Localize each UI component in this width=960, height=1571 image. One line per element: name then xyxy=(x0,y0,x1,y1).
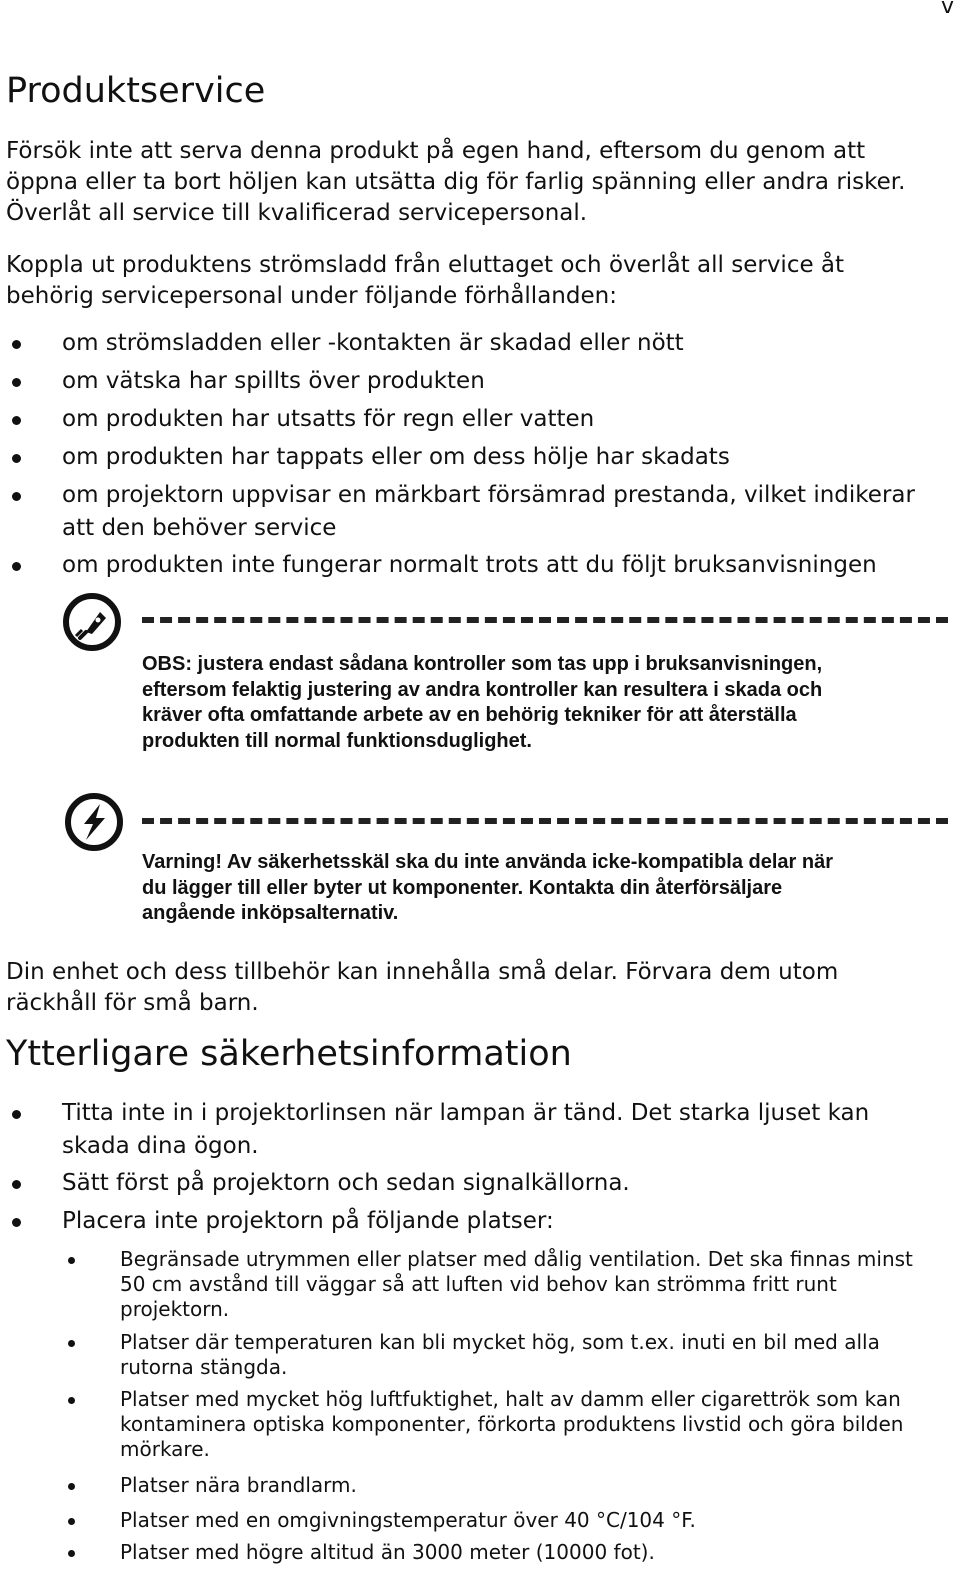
list-item xyxy=(6,479,951,545)
bullet-icon xyxy=(12,1110,21,1119)
list-item-text: om produkten har tappats eller om dess hölje har skadats xyxy=(62,444,730,470)
list-item-text: Platser där temperaturen kan bli mycket hög, som t.ex. inuti en bil med alla xyxy=(120,1330,880,1354)
sub-list-item xyxy=(6,1508,951,1533)
list-item xyxy=(6,365,951,398)
pen-nib-icon xyxy=(62,592,122,652)
section-heading-ytterligare: Ytterligare säkerhetsinformation xyxy=(6,1034,572,1074)
list-item xyxy=(6,549,951,582)
warning-text xyxy=(142,850,932,927)
list-item-text: rutorna stängda. xyxy=(120,1355,288,1379)
list-item-text: att den behöver service xyxy=(62,515,337,541)
list-item xyxy=(6,403,951,436)
paragraph-line: behörig servicepersonal under följande förhållanden: xyxy=(6,283,617,309)
list-item xyxy=(6,1205,951,1238)
bullet-icon xyxy=(12,416,21,425)
list-item xyxy=(6,1167,951,1200)
bullet-icon xyxy=(12,340,21,349)
list-item xyxy=(6,441,951,474)
section-heading-produktservice: Produktservice xyxy=(6,71,266,111)
sub-list-item xyxy=(6,1387,951,1462)
page-number: v xyxy=(940,0,954,19)
list-item-text: om vätska har spillts över produkten xyxy=(62,368,485,394)
bullet-icon xyxy=(12,562,21,571)
paragraph-line: räckhåll för små barn. xyxy=(6,990,259,1016)
list-item-text: 50 cm avstånd till väggar så att luften vid behov kan strömma fritt runt xyxy=(120,1272,837,1296)
paragraph-line: Din enhet och dess tillbehör kan innehålla små delar. Förvara dem utom xyxy=(6,959,839,985)
warning-divider xyxy=(142,818,948,824)
note-divider xyxy=(142,617,948,623)
list-item xyxy=(6,327,951,360)
list-item xyxy=(6,1097,951,1163)
list-item-text: skada dina ögon. xyxy=(62,1133,259,1159)
list-item-text: projektorn. xyxy=(120,1297,230,1321)
note-line: OBS: justera endast sådana kontroller som tas upp i bruksanvisningen, xyxy=(142,653,823,675)
bullet-icon xyxy=(12,378,21,387)
list-item-text: Platser nära brandlarm. xyxy=(120,1473,357,1497)
list-item-text: Sätt först på projektorn och sedan signalkällorna. xyxy=(62,1170,630,1196)
bullet-icon xyxy=(68,1518,75,1525)
list-item-text: Begränsade utrymmen eller platser med dålig ventilation. Det ska finnas minst xyxy=(120,1247,913,1271)
bullet-icon xyxy=(12,1218,21,1227)
sub-list-item xyxy=(6,1540,951,1565)
note-line: kräver ofta omfattande arbete av en behörig tekniker för att återställa xyxy=(142,704,797,726)
paragraph-line: Koppla ut produktens strömsladd från eluttaget och överlåt all service åt xyxy=(6,252,845,278)
sub-list-item xyxy=(6,1247,951,1322)
bullet-icon xyxy=(68,1483,75,1490)
paragraph-line: Försök inte att serva denna produkt på egen hand, eftersom du genom att xyxy=(6,138,866,164)
service-warning-paragraph xyxy=(6,136,946,229)
list-item-text: Platser med en omgivningstemperatur över 40 °C/104 °F. xyxy=(120,1508,696,1532)
note-text xyxy=(142,652,932,754)
bullet-icon xyxy=(68,1257,75,1264)
list-item-text: mörkare. xyxy=(120,1437,210,1461)
paragraph-line: Överlåt all service till kvalificerad servicepersonal. xyxy=(6,200,588,226)
list-item-text: om produkten har utsatts för regn eller vatten xyxy=(62,406,595,432)
bullet-icon xyxy=(68,1340,75,1347)
list-item-text: om strömsladden eller -kontakten är skadad eller nött xyxy=(62,330,684,356)
note-line: produkten till normal funktionsduglighet. xyxy=(142,729,532,752)
note-line: eftersom felaktig justering av andra kontroller kan resultera i skada och xyxy=(142,678,823,701)
list-item-text: kontaminera optiska komponenter, förkorta produktens livstid och göra bilden xyxy=(120,1412,904,1436)
list-item-text: om projektorn uppvisar en märkbart försämrad prestanda, vilket indikerar xyxy=(62,482,915,508)
small-parts-paragraph xyxy=(6,957,946,1019)
list-item-text: om produkten inte fungerar normalt trots att du följt bruksanvisningen xyxy=(62,552,877,578)
list-item-text: Titta inte in i projektorlinsen när lampan är tänd. Det starka ljuset kan xyxy=(62,1100,870,1126)
bullet-icon xyxy=(68,1550,75,1557)
warning-line: angående inköpsalternativ. xyxy=(142,902,399,924)
bullet-icon xyxy=(68,1397,75,1404)
warning-line: du lägger till eller byter ut komponenter. Kontakta din återförsäljare xyxy=(142,876,783,899)
bullet-icon xyxy=(12,454,21,463)
bullet-icon xyxy=(12,492,21,501)
sub-list-item xyxy=(6,1330,951,1380)
list-item-text: Platser med mycket hög luftfuktighet, halt av damm eller cigarettrök som kan xyxy=(120,1387,901,1411)
sub-list-item xyxy=(6,1473,951,1498)
bullet-icon xyxy=(12,1180,21,1189)
warning-line: Varning! Av säkerhetsskäl ska du inte använda icke-kompatibla delar när xyxy=(142,851,834,873)
list-item-text: Platser med högre altitud än 3000 meter (10000 fot). xyxy=(120,1540,655,1564)
unplug-conditions-paragraph xyxy=(6,250,946,312)
list-item-text: Placera inte projektorn på följande platser: xyxy=(62,1208,554,1234)
paragraph-line: öppna eller ta bort höljen kan utsätta dig för farlig spänning eller andra risker. xyxy=(6,169,906,195)
lightning-bolt-icon xyxy=(64,792,124,852)
